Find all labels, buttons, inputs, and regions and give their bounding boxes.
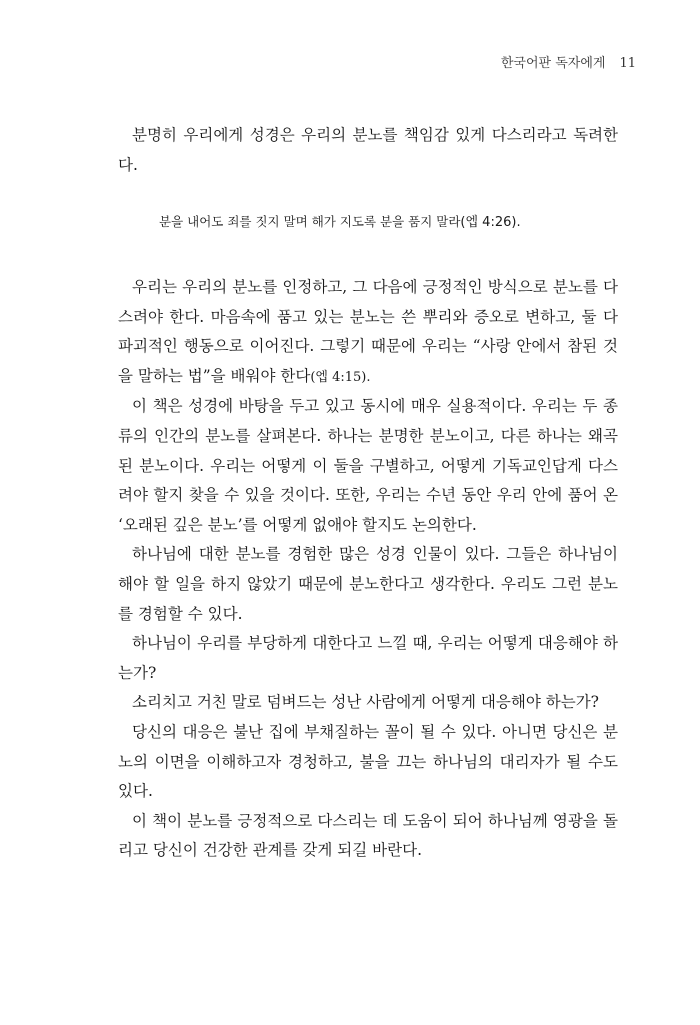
paragraph bbox=[118, 273, 618, 392]
paragraph bbox=[118, 629, 618, 688]
paragraph-text: 당신의 대응은 불난 집에 부채질하는 꼴이 될 수 있다. 아니면 당신은 분노의 이면을 이해하고자 경청하고, 불을 끄는 하나님의 대리자가 될 수도 있다. bbox=[118, 722, 618, 801]
paragraph-text: 소리치고 거친 말로 덤벼드는 성난 사람에게 어떻게 대응해야 하는가? bbox=[132, 693, 599, 712]
page-number: 11 bbox=[619, 56, 636, 71]
paragraph-text: 하나님에 대한 분노를 경험한 많은 성경 인물이 있다. 그들은 하나님이 해야 할 일을 하지 않았기 때문에 분노한다고 생각한다. 우리도 그런 분노를 경험할 수 있다. bbox=[118, 545, 618, 623]
paragraph-text: 이 책이 분노를 긍정적으로 다스리는 데 도움이 되어 하나님께 영광을 돌리고 당신이 건강한 관계를 갖게 되길 바란다. bbox=[118, 811, 618, 860]
paragraph bbox=[118, 392, 618, 540]
paragraph bbox=[118, 688, 618, 718]
paragraph-text: 이 책은 성경에 바탕을 두고 있고 동시에 매우 실용적이다. 우리는 두 종류의 인간의 분노를 살펴본다. 하나는 분명한 분노이고, 다른 하나는 왜곡된 분노이다. 우리는 어떻게 이 둘을 구별하고, 어떻게 기독교인답게 다스려야 할지 찾을 수 있을 것이다. 또한, 우리는 수년 동안 우리 안에 품어 온 ‘오래된 깊은 분노’를 어떻게 없애야 할지도 논의한다. bbox=[118, 397, 618, 534]
quote-reference: (엡 4:26). bbox=[460, 215, 521, 230]
paragraph-text: 우리는 우리의 분노를 인정하고, 그 다음에 긍정적인 방식으로 분노를 다스려야 한다. 마음속에 품고 있는 분노는 쓴 뿌리와 증오로 변하고, 둘 다 파괴적인 행동으로 이어진다. 그렇기 때문에 우리는 “사랑 안에서 참된 것을 말하는 법”을 배워야 한다 bbox=[118, 278, 618, 385]
paragraph-text: 하나님이 우리를 부당하게 대한다고 느낄 때, 우리는 어떻게 대응해야 하는가? bbox=[118, 634, 618, 682]
paragraph bbox=[118, 718, 618, 807]
running-title: 한국어판 독자에게 bbox=[500, 56, 606, 71]
intro-paragraph: 분명히 우리에게 성경은 우리의 분노를 책임감 있게 다스리라고 독려한다. bbox=[118, 126, 618, 174]
paragraph bbox=[118, 807, 618, 866]
body-text bbox=[118, 273, 618, 866]
paragraph bbox=[118, 540, 618, 629]
paragraph-citation: (엡 4:15). bbox=[310, 369, 371, 385]
running-header bbox=[501, 52, 636, 71]
scripture-quote bbox=[159, 212, 599, 233]
quote-text: 분을 내어도 죄를 짓지 말며 해가 지도록 분을 품지 말라 bbox=[159, 214, 461, 229]
